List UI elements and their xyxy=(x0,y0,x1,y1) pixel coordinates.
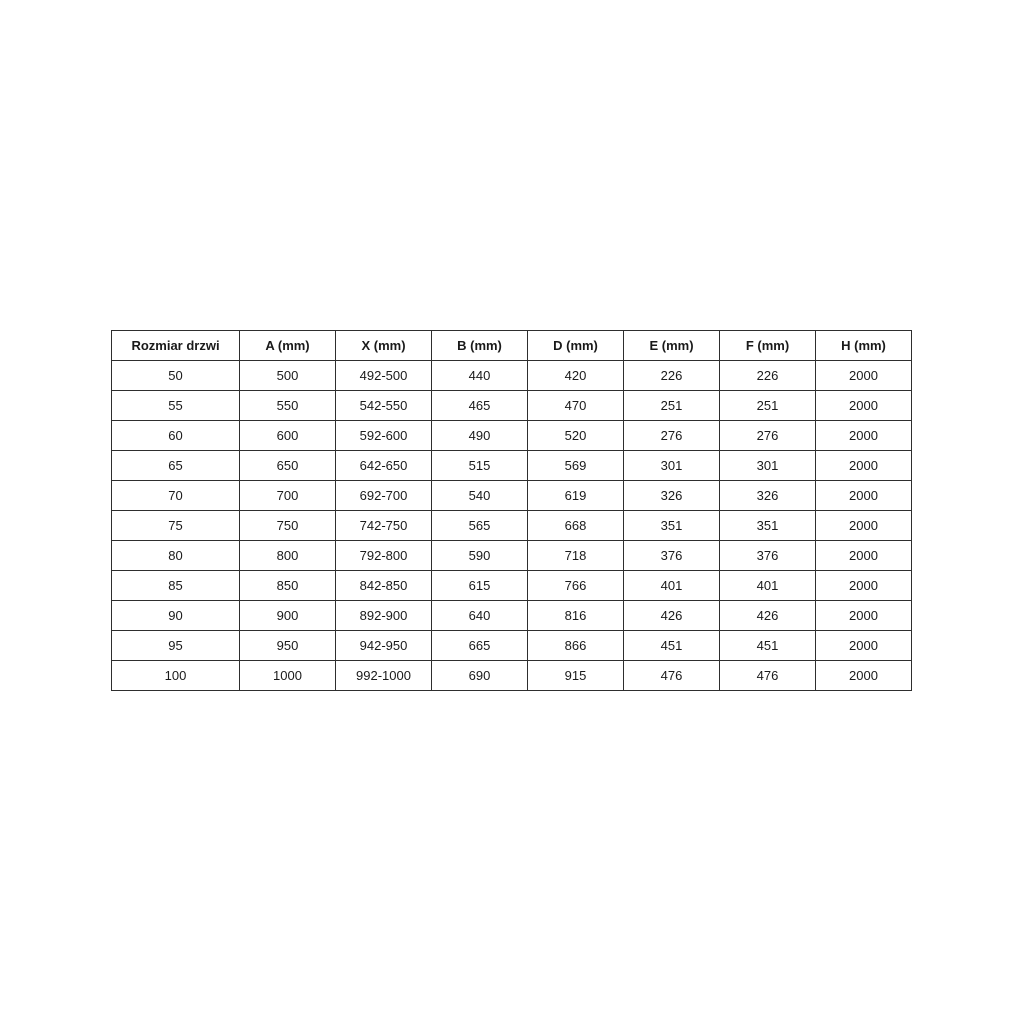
table-head xyxy=(112,331,912,361)
table-cell: 500 xyxy=(240,361,336,391)
table-cell: 766 xyxy=(528,571,624,601)
table-cell: 700 xyxy=(240,481,336,511)
table-cell: 816 xyxy=(528,601,624,631)
table-cell: 55 xyxy=(112,391,240,421)
table-cell: 426 xyxy=(720,601,816,631)
table-cell: 750 xyxy=(240,511,336,541)
table-cell: 476 xyxy=(720,661,816,691)
table-cell: 642-650 xyxy=(336,451,432,481)
table-cell: 668 xyxy=(528,511,624,541)
table-cell: 550 xyxy=(240,391,336,421)
table-cell: 465 xyxy=(432,391,528,421)
table-cell: 742-750 xyxy=(336,511,432,541)
table-row xyxy=(112,541,912,571)
table-cell: 226 xyxy=(720,361,816,391)
table-cell: 600 xyxy=(240,421,336,451)
column-header: Rozmiar drzwi xyxy=(112,331,240,361)
table-cell: 401 xyxy=(720,571,816,601)
table-cell: 542-550 xyxy=(336,391,432,421)
table-cell: 992-1000 xyxy=(336,661,432,691)
table-cell: 2000 xyxy=(816,481,912,511)
table-cell: 900 xyxy=(240,601,336,631)
table-cell: 301 xyxy=(720,451,816,481)
table-cell: 2000 xyxy=(816,661,912,691)
table-row xyxy=(112,571,912,601)
table-row xyxy=(112,481,912,511)
table-cell: 376 xyxy=(624,541,720,571)
table-row xyxy=(112,391,912,421)
table-cell: 301 xyxy=(624,451,720,481)
table-cell: 376 xyxy=(720,541,816,571)
table-row xyxy=(112,361,912,391)
table-cell: 640 xyxy=(432,601,528,631)
table-cell: 60 xyxy=(112,421,240,451)
table-cell: 2000 xyxy=(816,391,912,421)
table-cell: 326 xyxy=(720,481,816,511)
table-cell: 50 xyxy=(112,361,240,391)
table-cell: 2000 xyxy=(816,541,912,571)
table-cell: 590 xyxy=(432,541,528,571)
table-cell: 520 xyxy=(528,421,624,451)
column-header: B (mm) xyxy=(432,331,528,361)
table-cell: 426 xyxy=(624,601,720,631)
table-cell: 276 xyxy=(720,421,816,451)
table-cell: 1000 xyxy=(240,661,336,691)
table-cell: 690 xyxy=(432,661,528,691)
table-row xyxy=(112,631,912,661)
table-cell: 915 xyxy=(528,661,624,691)
table-cell: 615 xyxy=(432,571,528,601)
table-cell: 351 xyxy=(624,511,720,541)
table-cell: 95 xyxy=(112,631,240,661)
table-cell: 2000 xyxy=(816,511,912,541)
table-cell: 2000 xyxy=(816,571,912,601)
table-cell: 451 xyxy=(720,631,816,661)
column-header: H (mm) xyxy=(816,331,912,361)
column-header: E (mm) xyxy=(624,331,720,361)
table-cell: 650 xyxy=(240,451,336,481)
table-cell: 85 xyxy=(112,571,240,601)
table-cell: 476 xyxy=(624,661,720,691)
table-cell: 540 xyxy=(432,481,528,511)
table-cell: 420 xyxy=(528,361,624,391)
table-row xyxy=(112,421,912,451)
table-cell: 942-950 xyxy=(336,631,432,661)
table-cell: 565 xyxy=(432,511,528,541)
table-row xyxy=(112,661,912,691)
table-cell: 65 xyxy=(112,451,240,481)
table-cell: 226 xyxy=(624,361,720,391)
table-cell: 592-600 xyxy=(336,421,432,451)
table-cell: 70 xyxy=(112,481,240,511)
table-cell: 2000 xyxy=(816,451,912,481)
table-header-row xyxy=(112,331,912,361)
table-cell: 692-700 xyxy=(336,481,432,511)
table-cell: 569 xyxy=(528,451,624,481)
table-cell: 842-850 xyxy=(336,571,432,601)
table-cell: 401 xyxy=(624,571,720,601)
table-cell: 251 xyxy=(720,391,816,421)
table-cell: 440 xyxy=(432,361,528,391)
table-cell: 2000 xyxy=(816,361,912,391)
column-header: D (mm) xyxy=(528,331,624,361)
table-row xyxy=(112,601,912,631)
table-cell: 866 xyxy=(528,631,624,661)
table-cell: 892-900 xyxy=(336,601,432,631)
table-cell: 351 xyxy=(720,511,816,541)
table-cell: 492-500 xyxy=(336,361,432,391)
table-cell: 2000 xyxy=(816,601,912,631)
table-cell: 800 xyxy=(240,541,336,571)
table-cell: 80 xyxy=(112,541,240,571)
table-cell: 100 xyxy=(112,661,240,691)
table-cell: 326 xyxy=(624,481,720,511)
column-header: X (mm) xyxy=(336,331,432,361)
column-header: A (mm) xyxy=(240,331,336,361)
table-row xyxy=(112,451,912,481)
door-size-table-container xyxy=(111,330,912,691)
table-cell: 950 xyxy=(240,631,336,661)
door-size-table xyxy=(111,330,912,691)
table-cell: 75 xyxy=(112,511,240,541)
table-cell: 665 xyxy=(432,631,528,661)
table-cell: 470 xyxy=(528,391,624,421)
table-cell: 451 xyxy=(624,631,720,661)
table-cell: 619 xyxy=(528,481,624,511)
table-cell: 2000 xyxy=(816,421,912,451)
table-cell: 850 xyxy=(240,571,336,601)
table-row xyxy=(112,511,912,541)
table-cell: 2000 xyxy=(816,631,912,661)
table-cell: 490 xyxy=(432,421,528,451)
table-cell: 515 xyxy=(432,451,528,481)
table-cell: 792-800 xyxy=(336,541,432,571)
table-body xyxy=(112,361,912,691)
table-cell: 718 xyxy=(528,541,624,571)
table-cell: 251 xyxy=(624,391,720,421)
table-cell: 276 xyxy=(624,421,720,451)
table-cell: 90 xyxy=(112,601,240,631)
column-header: F (mm) xyxy=(720,331,816,361)
